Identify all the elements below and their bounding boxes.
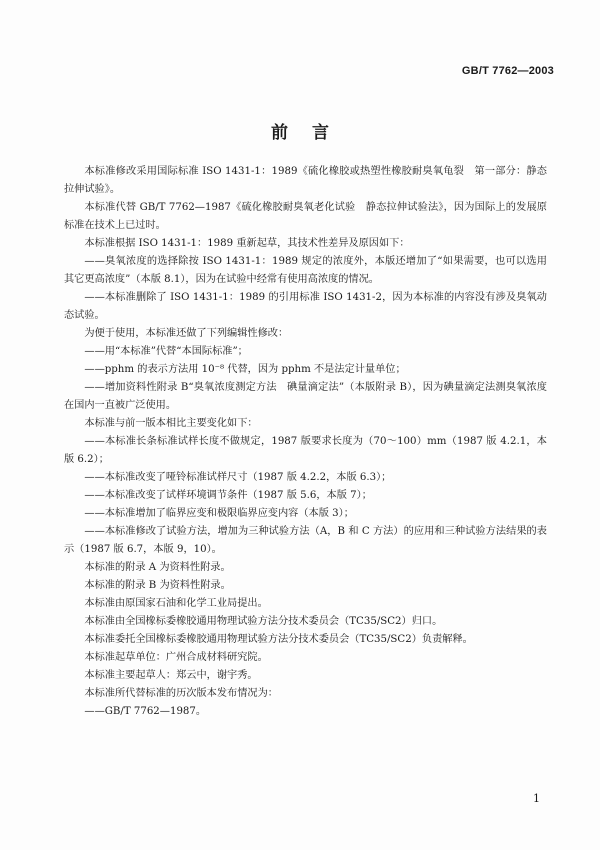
paragraph: ——本标准增加了临界应变和极限临界应变内容（本版 3）； (84, 508, 354, 519)
paragraph: ——增加资料性附录 B“臭氧浓度测定方法 碘量滴定法”（本版附录 B），因为碘量滴定法测臭氧浓度在国内一直被广泛使用。 (64, 382, 547, 411)
paragraph: ——本标准修改了试验方法，增加为三种试验方法（A，B 和 C 方法）的应用和三种试验方法结果的表示（1987 版 6.7，本版 9，10）。 (64, 526, 547, 555)
paragraph: 本标准的附录 B 为资料性附录。 (84, 580, 231, 591)
standard-code: GB/T 7762—2003 (461, 65, 554, 77)
paragraph: 本标准所代替标准的历次版本发布情况为： (84, 688, 278, 699)
paragraph: 本标准代替 GB/T 7762—1987《硫化橡胶耐臭氧老化试验 静态拉伸试验法》，因为国际上的发展原标准在技术上已过时。 (64, 202, 547, 231)
paragraph: 本标准委托全国橡标委橡胶通用物理试验方法分技术委员会（TC35/SC2）负责解释。 (84, 634, 473, 645)
paragraph: ——用“本标准”代替“本国际标准”； (84, 346, 248, 357)
paragraph: 本标准起草单位：广州合成材料研究院。 (84, 652, 268, 663)
paragraph: 本标准由全国橡标委橡胶通用物理试验方法分技术委员会（TC35/SC2）归口。 (84, 616, 443, 627)
paragraph: ——GB/T 7762—1987。 (84, 706, 207, 717)
paragraph: 本标准修改采用国际标准 ISO 1431-1：1989《硫化橡胶或热塑性橡胶耐臭氧龟裂 第一部分：静态拉伸试验》。 (64, 166, 547, 195)
paragraph: ——pphm 的表示方法用 10⁻⁸ 代替，因为 pphm 不是法定计量单位； (84, 364, 406, 375)
paragraph: 本标准主要起草人：郑云中，谢宇秀。 (84, 670, 258, 681)
foreword-body (64, 163, 547, 721)
paragraph: 为便于使用，本标准还做了下列编辑性修改： (84, 328, 289, 339)
paragraph: 本标准与前一版本相比主要变化如下： (84, 418, 258, 429)
page-number: 1 (533, 792, 540, 805)
page-title: 前言 (271, 123, 353, 143)
paragraph: 本标准由原国家石油和化学工业局提出。 (84, 598, 268, 609)
paragraph: 本标准的附录 A 为资料性附录。 (84, 562, 231, 573)
paragraph: ——本标准改变了试样环境调节条件（1987 版 5.6，本版 7）； (84, 490, 372, 501)
paragraph: ——本标准删除了 ISO 1431-1：1989 的引用标准 ISO 1431-2，因为本标准的内容没有涉及臭氧动态试验。 (64, 292, 547, 321)
paragraph: ——本标准改变了哑铃标准试样尺寸（1987 版 4.2.2，本版 6.3）； (84, 472, 392, 483)
paragraph: 本标准根据 ISO 1431-1：1989 重新起草，其技术性差异及原因如下： (84, 238, 410, 249)
paragraph: ——本标准长条标准试样长度不做规定，1987 版要求长度为（70～100）mm（1987 版 4.2.1，本版 6.2）； (64, 436, 547, 465)
paragraph: ——臭氧浓度的选择除按 ISO 1431-1：1989 规定的浓度外，本版还增加了“如果需要，也可以选用其它更高浓度”（本版 8.1），因为在试验中经常有使用高浓度的情况。 (64, 256, 547, 285)
